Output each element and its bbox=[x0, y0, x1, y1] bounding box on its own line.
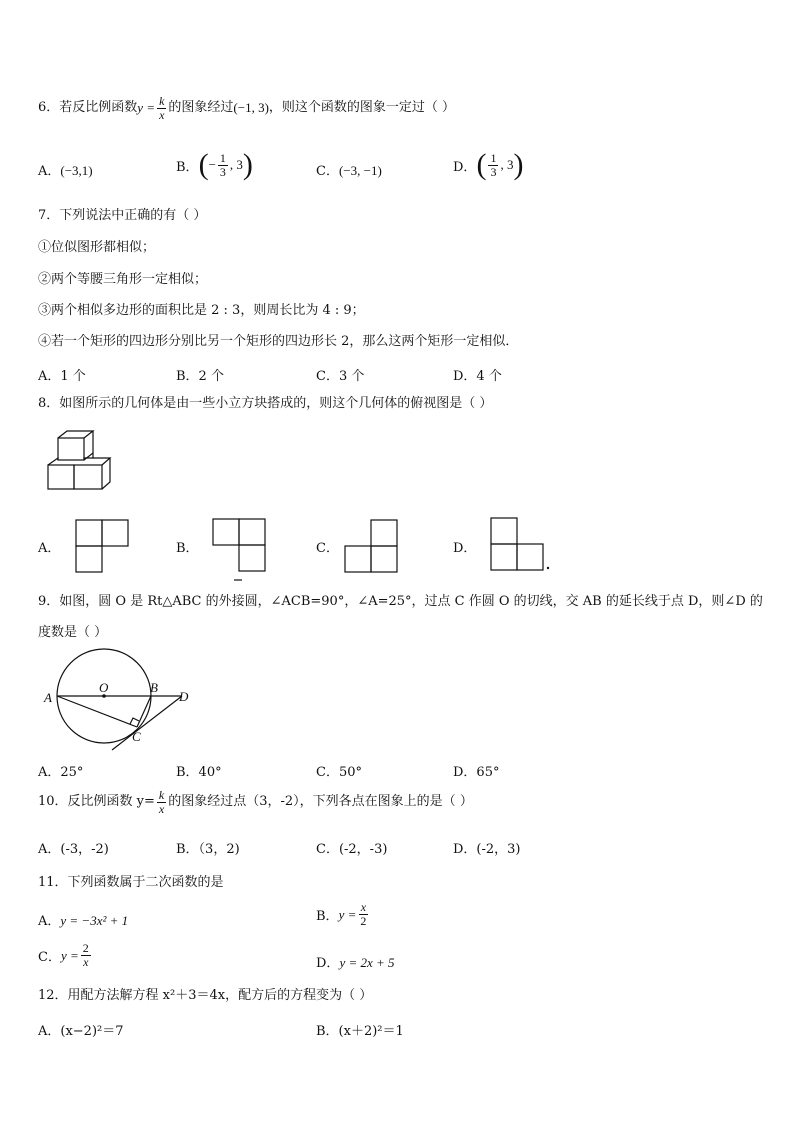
q11-c-num: 2 bbox=[82, 941, 89, 955]
q6-prefix: 6．若反比例函数 bbox=[38, 100, 138, 115]
q7-option-a: A．1 个 bbox=[38, 369, 86, 384]
q6-b-label: B． bbox=[176, 159, 199, 175]
q9-option-d: D．65° bbox=[453, 765, 500, 780]
q6-c-value: (−3, −1) bbox=[338, 163, 382, 178]
q10-option-c: C．(-2，-3) bbox=[316, 842, 388, 857]
q11-d-expr: y = 2x + 5 bbox=[339, 955, 395, 970]
q6-frac-den: x bbox=[159, 107, 165, 122]
q11-option-c bbox=[38, 942, 93, 969]
q9-label-c: C bbox=[132, 729, 141, 744]
q9-label-a: A bbox=[44, 690, 52, 705]
q6-option-d bbox=[453, 150, 523, 180]
q7-item-1: ①位似图形都相似； bbox=[38, 240, 156, 255]
q8-option-b-figure bbox=[212, 518, 268, 584]
q6-fn-y: y = bbox=[137, 100, 156, 115]
q11-c-lhs: y = bbox=[60, 947, 79, 963]
q10-option-b: B．（3，2) bbox=[176, 842, 240, 857]
q7-option-d: D．4 个 bbox=[453, 369, 502, 384]
q6-b-num: 1 bbox=[219, 150, 226, 165]
q10-prefix: 10．反比例函数 y= bbox=[38, 794, 155, 809]
q11-d-label: D． bbox=[316, 956, 340, 971]
q6-suffix: ，则这个函数的图象一定过（ ） bbox=[268, 100, 456, 115]
q8-option-a-figure bbox=[75, 519, 131, 573]
q11-stem: 11．下列函数属于二次函数的是 bbox=[38, 875, 224, 890]
q8-option-b-label: B． bbox=[176, 541, 199, 556]
q11-c-den: x bbox=[83, 955, 89, 969]
q9-option-b: B．40° bbox=[176, 765, 222, 780]
q6-d-rparen: ) bbox=[513, 148, 524, 181]
q11-c-fraction bbox=[81, 942, 91, 969]
q6-d-lparen: ( bbox=[476, 148, 487, 181]
q10-stem bbox=[38, 784, 473, 820]
q10-option-a: A．(-3，-2) bbox=[38, 842, 109, 857]
q11-b-den: 2 bbox=[360, 914, 367, 928]
q11-option-d bbox=[316, 952, 395, 971]
q6-a-label: A． bbox=[38, 164, 61, 179]
q10-frac-den: x bbox=[158, 801, 165, 816]
q11-b-num: x bbox=[360, 900, 367, 914]
q10-frac-num: k bbox=[158, 787, 165, 802]
q9-label-b: B bbox=[150, 680, 158, 695]
q12-stem: 12．用配方法解方程 x²＋3＝4x，配方后的方程变为（ ） bbox=[38, 988, 373, 1003]
q9-option-a: A．25° bbox=[38, 765, 84, 780]
q6-option-c bbox=[316, 160, 382, 179]
q6-b-rparen: ) bbox=[242, 148, 253, 181]
q9-label-o: O bbox=[99, 680, 109, 695]
q11-option-a bbox=[38, 910, 128, 929]
q12-option-a: A．(x−2)²＝7 bbox=[38, 1024, 124, 1039]
q12-option-b: B．(x＋2)²＝1 bbox=[316, 1024, 404, 1039]
q9-label-d: D bbox=[179, 689, 189, 704]
q11-b-lhs: y = bbox=[338, 906, 357, 922]
q6-b-fraction bbox=[218, 152, 228, 179]
q9-circle-figure bbox=[42, 646, 202, 754]
q6-option-a bbox=[38, 160, 93, 179]
q10-option-d: D．(-2，3) bbox=[453, 842, 521, 857]
q8-solid-figure bbox=[46, 428, 116, 492]
q6-d-fraction bbox=[488, 152, 498, 179]
q11-b-label: B． bbox=[316, 909, 339, 924]
q6-b-sign: − bbox=[208, 157, 216, 172]
q10-suffix: 的图象经过点（3，-2），下列各点在图象上的是（ ） bbox=[168, 794, 473, 809]
q7-item-4: ④若一个矩形的四边形分别比另一个矩形的四边形长 2，那么这两个矩形一定相似． bbox=[38, 334, 519, 349]
q6-stem bbox=[38, 93, 456, 122]
q7-option-c: C．3 个 bbox=[316, 369, 365, 384]
q6-fraction bbox=[157, 95, 166, 122]
q7-item-2: ②两个等腰三角形一定相似； bbox=[38, 272, 208, 287]
q6-option-b bbox=[176, 150, 253, 180]
q8-option-d-figure bbox=[490, 517, 550, 571]
q8-option-c-label: C． bbox=[316, 541, 339, 556]
q10-fraction bbox=[157, 789, 166, 816]
q6-d-num: 1 bbox=[490, 150, 497, 165]
q6-frac-num: k bbox=[159, 93, 165, 108]
q8-option-d-label: D． bbox=[453, 541, 477, 556]
q6-point: (−1, 3) bbox=[233, 100, 269, 115]
q9-stem-line1: 9．如图，圆 O 是 Rt△ABC 的外接圆，∠ACB=90°，∠A=25°，过点 C 作圆 O 的切线，交 AB 的延长线于点 D，则∠D 的 bbox=[38, 594, 763, 609]
q9-stem-line2: 度数是（ ） bbox=[38, 625, 108, 640]
q11-c-label: C． bbox=[38, 950, 61, 965]
q6-b-den: 3 bbox=[219, 164, 226, 179]
q7-option-b: B．2 个 bbox=[176, 369, 224, 384]
q6-a-value: (−3,1) bbox=[60, 163, 93, 178]
q11-b-fraction bbox=[358, 901, 368, 928]
q8-stem: 8．如图所示的几何体是由一些小立方块搭成的，则这个几何体的俯视图是（ ） bbox=[38, 396, 493, 411]
q6-b-after: , 3 bbox=[229, 157, 243, 172]
q7-item-3: ③两个相似多边形的面积比是 2 : 3，则周长比为 4 : 9； bbox=[38, 303, 365, 318]
q6-b-lparen: ( bbox=[198, 148, 209, 181]
q6-d-after: , 3 bbox=[500, 157, 514, 172]
q11-a-expr: y = −3x² + 1 bbox=[60, 913, 129, 928]
q11-option-b bbox=[316, 901, 370, 928]
q7-stem: 7．下列说法中正确的有（ ） bbox=[38, 208, 207, 223]
q11-a-label: A． bbox=[38, 914, 61, 929]
q6-mid: 的图象经过 bbox=[168, 100, 234, 115]
q6-d-den: 3 bbox=[490, 164, 497, 179]
q6-d-label: D． bbox=[453, 159, 477, 175]
q6-c-label: C． bbox=[316, 164, 339, 179]
q8-option-a-label: A． bbox=[38, 541, 61, 556]
q9-option-c: C．50° bbox=[316, 765, 362, 780]
q8-option-c-figure bbox=[344, 519, 400, 573]
